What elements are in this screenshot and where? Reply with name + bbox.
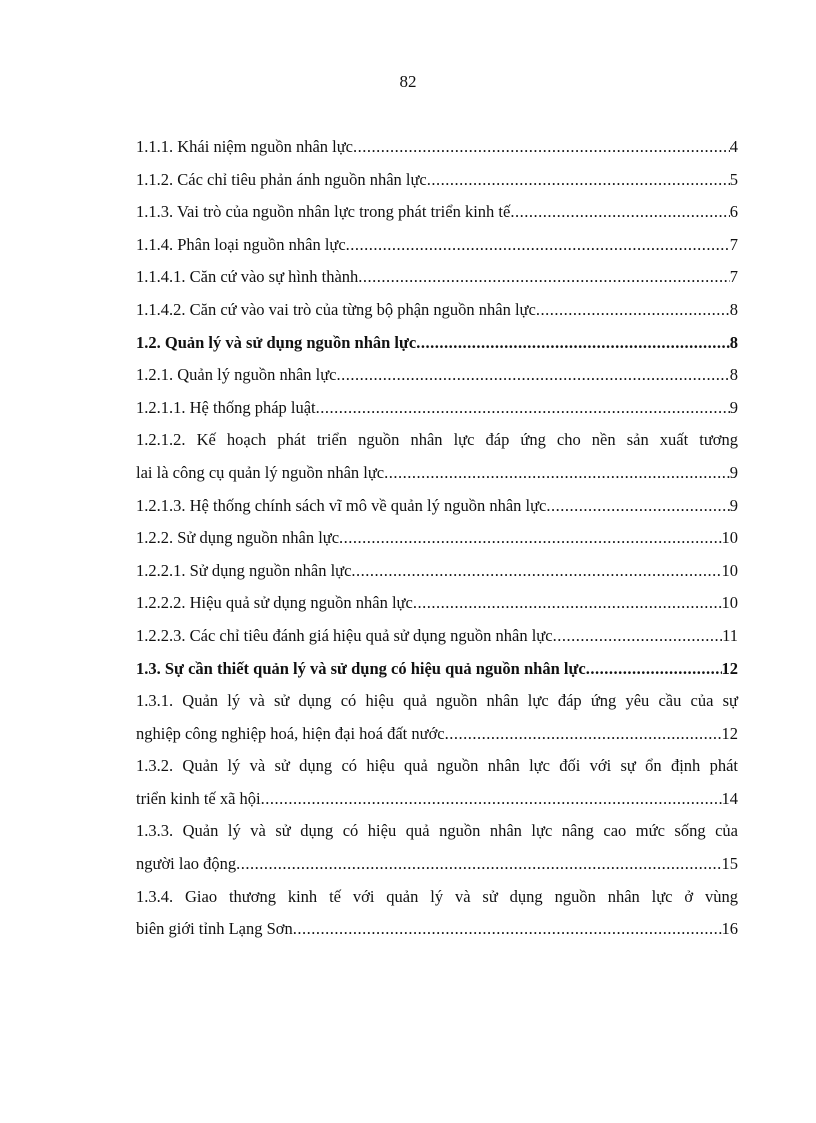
toc-entry-page: 4 <box>729 137 738 156</box>
toc-entry-line <box>136 294 738 327</box>
toc-entry-title: triển kinh tế xã hội <box>136 788 261 808</box>
toc-entry-page: 8 <box>729 299 738 319</box>
toc-entry-line <box>136 457 738 490</box>
toc-leader-dots <box>339 522 721 555</box>
toc-leader-dots <box>553 620 723 653</box>
toc-entry-title: nghiệp công nghiệp hoá, hiện đại hoá đất nước <box>136 723 445 743</box>
toc-leader-dots <box>413 587 722 620</box>
toc-entry[interactable] <box>136 815 738 880</box>
toc-entry-title: 1.2.2.3. Các chỉ tiêu đánh giá hiệu quả sử dụng nguồn nhân lực <box>136 625 553 645</box>
toc-entry-page: 9 <box>729 495 738 515</box>
toc-entry[interactable] <box>136 587 738 620</box>
toc-entry[interactable] <box>136 327 738 360</box>
toc-entry-title: 1.2.2. Sử dụng nguồn nhân lực <box>136 528 340 548</box>
toc-entry-title: 1.1.3. Vai trò của nguồn nhân lực trong phát triển kinh tế <box>136 202 511 222</box>
toc-entry[interactable] <box>136 294 738 327</box>
toc-entry-title: 1.1.2. Các chỉ tiêu phản ánh nguồn nhân lực <box>136 169 427 189</box>
toc-entry-page: 10 <box>721 560 738 580</box>
toc-leader-dots <box>316 392 730 425</box>
toc-entry-line <box>136 620 738 653</box>
toc-entry-page: 16 <box>721 919 738 939</box>
toc-entry[interactable] <box>136 131 738 164</box>
toc-entry-title: 1.2.2.1. Sử dụng nguồn nhân lực <box>136 560 352 580</box>
toc-entry-line <box>136 522 738 555</box>
toc-entry[interactable] <box>136 164 738 197</box>
toc-entry-title-line: 1.3.1. Quản lý và sử dụng có hiệu quả nguồn nhân lực đáp ứng yêu cầu của sự <box>136 691 738 711</box>
toc-entry-page: 12 <box>721 723 738 743</box>
toc-entry-line <box>136 261 738 294</box>
toc-entry-line <box>136 359 738 392</box>
toc-entry-line <box>136 653 738 686</box>
toc-entry[interactable] <box>136 490 738 523</box>
toc-leader-dots <box>445 718 722 751</box>
toc-entry[interactable] <box>136 424 738 489</box>
toc-entry-page: 12 <box>721 658 738 678</box>
toc-leader-dots <box>293 913 722 946</box>
toc-entry-title: 1.2. Quản lý và sử dụng nguồn nhân lực <box>136 332 417 352</box>
toc-entry-title: 1.1.4. Phân loại nguồn nhân lực <box>136 234 346 254</box>
toc-entry-title: 1.3. Sự cần thiết quản lý và sử dụng có hiệu quả nguồn nhân lực <box>136 658 586 678</box>
toc-entry-line <box>136 783 738 816</box>
toc-entry[interactable] <box>136 229 738 262</box>
toc-entry-line <box>136 229 738 262</box>
toc-leader-dots <box>510 196 729 229</box>
toc-leader-dots <box>346 229 730 262</box>
toc-entry[interactable] <box>136 261 738 294</box>
toc-entry-page: 5 <box>729 169 738 189</box>
toc-leader-dots <box>261 783 722 816</box>
toc-entry-title: 1.2.1.1. Hệ thống pháp luật <box>136 397 316 417</box>
toc-leader-dots <box>236 848 721 881</box>
toc-entry-title-line: 1.2.1.2. Kế hoạch phát triển nguồn nhân lực đáp ứng cho nền sản xuất tương <box>136 430 738 450</box>
toc-entry[interactable] <box>136 522 738 555</box>
toc-entry[interactable] <box>136 653 738 686</box>
toc-entry-page: 11 <box>722 625 738 645</box>
toc-entry-page: 15 <box>721 854 738 874</box>
toc-entry[interactable] <box>136 196 738 229</box>
toc-entry[interactable] <box>136 555 738 588</box>
toc-entry-title: 1.2.2.2. Hiệu quả sử dụng nguồn nhân lực <box>136 593 413 613</box>
toc-entry-line <box>136 327 738 360</box>
page-number: 82 <box>399 72 417 91</box>
toc-leader-dots <box>337 359 730 392</box>
toc-entry-title-line: 1.3.3. Quản lý và sử dụng có hiệu quả nguồn nhân lực nâng cao mức sống của <box>136 821 738 841</box>
toc-entry-line <box>136 913 738 946</box>
toc-entry-page: 8 <box>729 332 738 352</box>
toc-entry-line <box>136 490 738 523</box>
toc-entry[interactable] <box>136 750 738 815</box>
table-of-contents <box>136 131 738 946</box>
toc-leader-dots <box>351 555 721 588</box>
toc-entry-title-line: 1.3.2. Quản lý và sử dụng có hiệu quả nguồn nhân lực đối với sự ổn định phát <box>136 756 738 776</box>
toc-entry-line <box>136 392 738 425</box>
toc-entry-title: 1.2.1.3. Hệ thống chính sách vĩ mô về quản lý nguồn nhân lực <box>136 495 547 515</box>
toc-leader-dots <box>384 457 730 490</box>
toc-entry-page: 8 <box>729 365 738 385</box>
toc-entry-title: biên giới tỉnh Lạng Sơn <box>136 919 293 939</box>
toc-entry-line <box>136 196 738 229</box>
toc-entry-line <box>136 718 738 751</box>
toc-entry[interactable] <box>136 620 738 653</box>
toc-entry-page: 7 <box>729 234 738 254</box>
toc-entry-page: 14 <box>721 788 738 808</box>
toc-leader-dots <box>416 327 730 360</box>
toc-entry[interactable] <box>136 392 738 425</box>
toc-leader-dots <box>427 164 730 197</box>
toc-entry-title: lai là công cụ quản lý nguồn nhân lực <box>136 462 385 482</box>
toc-entry-line <box>136 587 738 620</box>
toc-entry-page: 6 <box>729 202 738 222</box>
toc-entry-title: 1.1.1. Khái niệm nguồn nhân lực <box>136 137 353 156</box>
toc-entry-title: 1.1.4.1. Căn cứ vào sự hình thành <box>136 267 359 287</box>
toc-entry-line <box>136 164 738 197</box>
toc-entry-line <box>136 131 738 164</box>
toc-entry-line <box>136 555 738 588</box>
toc-entry-page: 10 <box>721 528 738 548</box>
toc-leader-dots <box>358 261 729 294</box>
toc-entry-title: người lao động <box>136 854 237 874</box>
toc-entry-title: 1.2.1. Quản lý nguồn nhân lực <box>136 365 337 385</box>
toc-entry[interactable] <box>136 881 738 946</box>
toc-entry-line <box>136 848 738 881</box>
toc-leader-dots <box>546 490 729 523</box>
toc-leader-dots <box>536 294 730 327</box>
toc-leader-dots <box>586 653 722 686</box>
toc-leader-dots <box>353 131 730 164</box>
toc-entry[interactable] <box>136 359 738 392</box>
toc-entry-title-line: 1.3.4. Giao thương kinh tế với quản lý và sử dụng nguồn nhân lực ở vùng <box>136 886 738 906</box>
toc-entry-page: 9 <box>729 462 738 482</box>
toc-entry-page: 9 <box>729 397 738 417</box>
toc-entry[interactable] <box>136 685 738 750</box>
toc-entry-title: 1.1.4.2. Căn cứ vào vai trò của từng bộ phận nguồn nhân lực <box>136 299 536 319</box>
toc-entry-page: 10 <box>721 593 738 613</box>
toc-entry-page: 7 <box>729 267 738 287</box>
